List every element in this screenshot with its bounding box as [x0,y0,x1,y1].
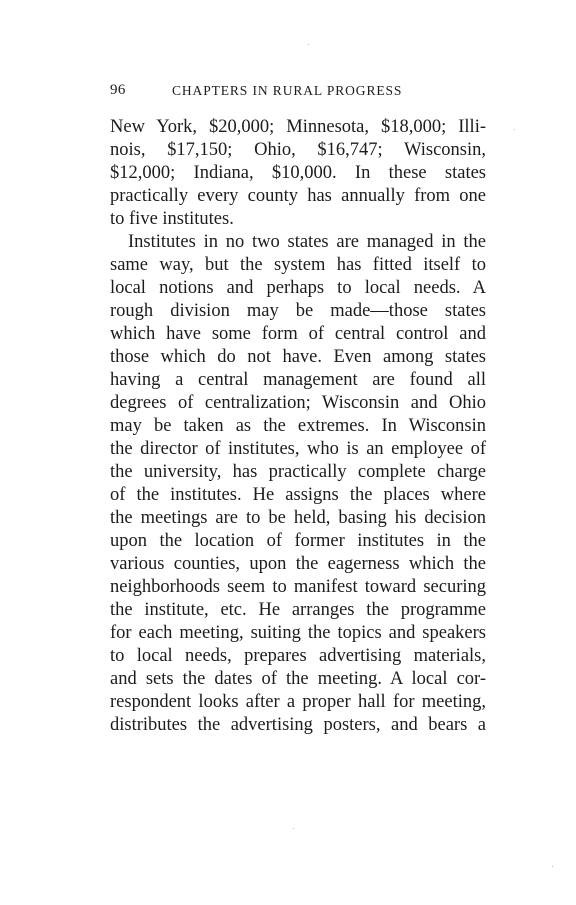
page-number: 96 [110,82,126,98]
text-line: rough division may be made—those states [110,301,486,321]
text-line: those which do not have. Even among states [110,347,486,367]
text-line: practically every county has annually from one [110,186,486,206]
paper-speck [308,44,309,45]
text-line: of the institutes. He assigns the places where [110,485,486,505]
text-line: $12,000; Indiana, $10,000. In these states [110,163,486,183]
text-line: which have some form of central control and [110,324,486,344]
text-line: and sets the dates of the meeting. A local cor- [110,669,486,689]
text-line: distributes the advertising posters, and bears a [110,715,486,735]
text-line: to local needs, prepares advertising materials, [110,646,486,666]
text-line: degrees of centralization; Wisconsin and Ohio [110,393,486,413]
text-line: respondent looks after a proper hall for meeting, [110,692,486,712]
text-line: having a central management are found all [110,370,486,390]
text-line: New York, $20,000; Minnesota, $18,000; Illi- [110,117,486,137]
text-line: nois, $17,150; Ohio, $16,747; Wisconsin, [110,140,486,160]
text-line: the meetings are to be held, basing his decision [110,508,486,528]
running-head [110,82,490,104]
text-line: upon the location of former institutes in the [110,531,486,551]
text-line: the institute, etc. He arranges the programme [110,600,486,620]
text-line: the director of institutes, who is an employee of [110,439,486,459]
text-line: may be taken as the extremes. In Wisconsin [110,416,486,436]
running-title: CHAPTERS IN RURAL PROGRESS [172,83,403,98]
paper-speck [514,129,515,130]
paper-speck [552,866,553,867]
text-line: the university, has practically complete charge [110,462,486,482]
paper-speck [293,828,294,829]
text-line: local notions and perhaps to local needs. A [110,278,486,298]
text-line: for each meeting, suiting the topics and speakers [110,623,486,643]
text-line: neighborhoods seem to manifest toward securing [110,577,486,597]
text-line: same way, but the system has fitted itself to [110,255,486,275]
text-line: to five institutes. [110,209,234,229]
text-line: Institutes in no two states are managed in the [128,232,486,252]
text-line: various counties, upon the eagerness which the [110,554,486,574]
